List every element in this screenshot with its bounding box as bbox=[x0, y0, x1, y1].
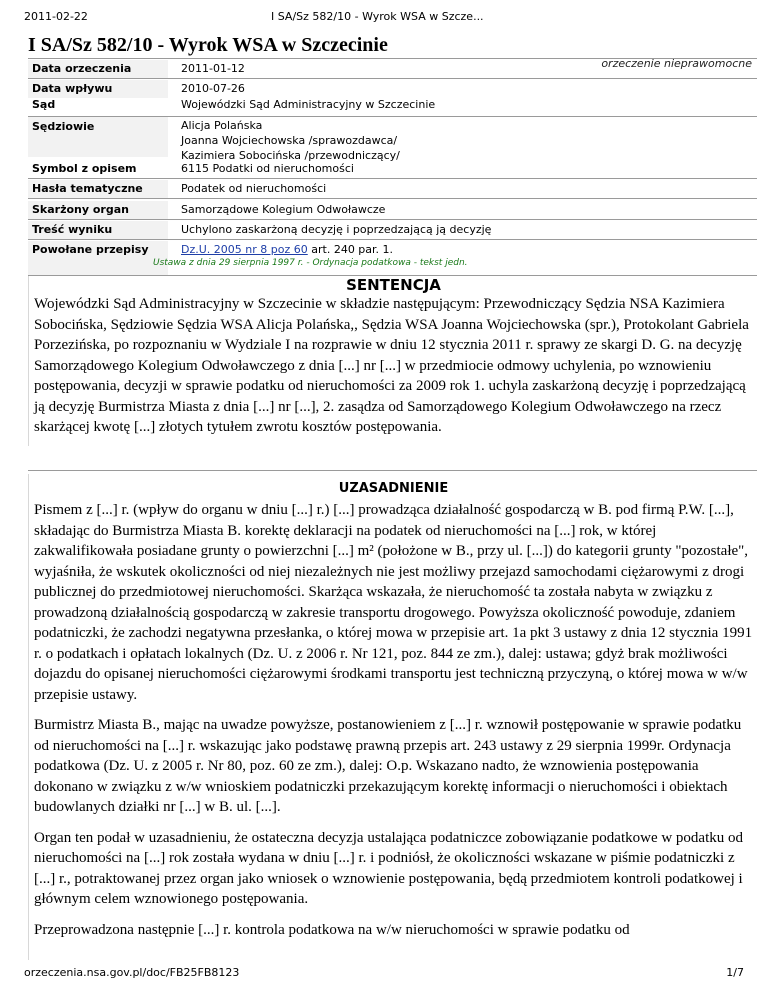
paragraph: Organ ten podał w uzasadnieniu, że ostateczna decyzja ustalająca podatniczce zobowiązanie podatkowe w podatku od nieruchomości na [...] rok została wydana w dniu [...] r. i podniósł, że okoliczności wskazane w piśmie podatniczki z [...] r., potraktowanej przez organ jako wniosek o wznowienie postępowania, będą przedmiotem kontroli podatkowej i głównym celem wznowionego postępowania. bbox=[34, 829, 744, 907]
print-header bbox=[0, 0, 768, 30]
status-badge: orzeczenie nieprawomocne bbox=[601, 57, 752, 70]
meta-divider bbox=[28, 239, 757, 240]
meta-row-data-orzeczenia bbox=[28, 60, 757, 78]
print-date: 2011-02-22 bbox=[24, 10, 88, 23]
meta-divider bbox=[28, 198, 757, 199]
meta-row-tresc bbox=[28, 221, 757, 239]
sentencja-section bbox=[28, 276, 758, 446]
meta-row-symbol bbox=[28, 160, 757, 178]
judge-name: Alicja Polańska bbox=[181, 119, 263, 132]
judge-name: Kazimiera Sobocińska /przewodniczący/ bbox=[181, 149, 400, 162]
meta-row-skarzony bbox=[28, 201, 757, 219]
meta-value: Wojewódzki Sąd Administracyjny w Szczecinie bbox=[181, 98, 436, 111]
meta-value: Samorządowe Kolegium Odwoławcze bbox=[181, 203, 386, 216]
meta-label: Sędziowie bbox=[28, 117, 168, 157]
meta-label: Data orzeczenia bbox=[28, 60, 168, 78]
law-title: Ustawa z dnia 29 sierpnia 1997 r. - Ordynacja podatkowa - tekst jedn. bbox=[153, 258, 468, 268]
section-divider bbox=[28, 470, 757, 471]
meta-label: Hasła tematyczne bbox=[28, 180, 168, 198]
meta-label: Symbol z opisem bbox=[32, 162, 137, 175]
meta-value: 2010-07-26 bbox=[181, 82, 245, 95]
page-number: 1/7 bbox=[726, 966, 744, 979]
meta-row-sedziowie bbox=[28, 117, 757, 162]
meta-label: Skarżony organ bbox=[28, 201, 168, 219]
law-article: art. 240 par. 1. bbox=[307, 243, 394, 256]
meta-label: Treść wyniku bbox=[28, 221, 168, 239]
judges-list bbox=[181, 118, 757, 163]
print-title: I SA/Sz 582/10 - Wyrok WSA w Szcze... bbox=[271, 10, 484, 23]
paragraph: Przeprowadzona następnie [...] r. kontrola podatkowa na w/w nieruchomości w sprawie podatku od bbox=[34, 921, 630, 938]
meta-label: Data wpływu bbox=[28, 80, 168, 98]
uzasadnienie-heading: UZASADNIENIE bbox=[338, 481, 449, 496]
judge-name: Joanna Wojciechowska /sprawozdawca/ bbox=[181, 134, 398, 147]
sentencja-text: Wojewódzki Sąd Administracyjny w Szczecinie w składzie następującym: Przewodniczący Sędzia NSA Kazimiera Sobocińska, Sędziowie Sędzia WSA Alicja Polańska,, Sędzia WSA Joanna Wojciechowska (spr.), Protokolant Gabriela Porzezińska, po rozpoznaniu w Wydziale I na rozprawie w dniu 12 stycznia 2011 r. sprawy ze skargi D. G. na decyzję Samorządowego Kolegium Odwoławczego z dnia [...] nr [...] w przedmiocie odmowy uchylenia, po wznowieniu postępowania, decyzji w sprawie podatku od nieruchomości za 2009 rok 1. uchyla zaskarżoną decyzję i poprzedzającą ją decyzję Burmistrza Miasta z dnia [...] nr [...], 2. zasądza od Samorządowego Kolegium Odwoławczego na rzecz skarżącej kwotę [...] złotych tytułem zwrotu kosztów postępowania. bbox=[34, 296, 749, 435]
meta-value: 6115 Podatki od nieruchomości bbox=[181, 162, 354, 175]
meta-label: Sąd bbox=[32, 98, 56, 111]
page-title: I SA/Sz 582/10 - Wyrok WSA w Szczecinie bbox=[28, 34, 388, 56]
meta-value: 2011-01-12 bbox=[181, 62, 245, 75]
paragraph: Pismem z [...] r. (wpływ do organu w dniu [...] r.) [...] prowadząca działalność gospodarczą w B. pod firmą P.W. [...], składając do Burmistrza Miasta B. korektę deklaracji na podatek od nieruchomości na [...] rok, w której zakwalifikowała posiadane grunty o powierzchni [...] m² (położone w B., przy ul. [...]) do kategorii grunty "pozostałe", wyjaśniła, że wskutek okoliczności od niej niezależnych nie jest możliwy przejazd samochodami ciężarowymi z drogi publicznej do przedmiotowej nieruchomości. Skarżąca wskazała, że nieruchomość ta została nabyta w związku z prowadzoną działalnością gospodarczą w zakresie transportu drogowego. Powyższa okoliczność powoduje, zdaniem podatniczki, że zachodzi negatywna przesłanka, o której mowa w przepisie art. 1a pkt 3 ustawy z dnia 12 stycznia 1991 r. o podatkach i opłatach lokalnych (Dz. U. z 2006 r. Nr 121, poz. 844 ze zm.), dalej: ustawa; gdyż brak możliwości dojazdu do opisanej nieruchomości ciężarowymi środkami transportu jest techniczną przyczyną, o której mowa w w/w przepisie ustawy. bbox=[34, 502, 753, 703]
meta-divider bbox=[28, 219, 757, 220]
meta-value bbox=[181, 241, 757, 259]
meta-divider bbox=[28, 78, 757, 79]
meta-row-sad bbox=[28, 96, 757, 114]
meta-value: Uchylono zaskarżoną decyzję i poprzedzającą ją decyzję bbox=[181, 223, 492, 236]
paragraph: Burmistrz Miasta B., mając na uwadze powyższe, postanowieniem z [...] r. wznowił postępowanie w sprawie podatku od nieruchomości na [...] r. wskazując jako podstawę prawną przepis art. 243 ustawy z 29 sierpnia 1999r. Ordynacja podatkowa (Dz. U. z 2005 r. Nr 80, poz. 60 ze zm.), dalej: O.p. Wskazano nadto, że wznowienia postępowania dokonano w związku z w/w wnioskiem podatniczki przekazującym korektę informacji o nieruchomości i obiektach budowlanych działki nr [...] w B. ul. [...]. bbox=[34, 717, 742, 815]
meta-label: Powołane przepisy bbox=[28, 241, 168, 275]
footer-url: orzeczenia.nsa.gov.pl/doc/FB25FB8123 bbox=[24, 966, 240, 979]
uzasadnienie-section bbox=[28, 474, 758, 960]
meta-row-hasla bbox=[28, 180, 757, 198]
law-reference-link[interactable]: Dz.U. 2005 nr 8 poz 60 bbox=[181, 243, 308, 256]
meta-value: Podatek od nieruchomości bbox=[181, 182, 327, 195]
meta-divider bbox=[28, 178, 757, 179]
sentencja-heading: SENTENCJA bbox=[346, 276, 441, 294]
